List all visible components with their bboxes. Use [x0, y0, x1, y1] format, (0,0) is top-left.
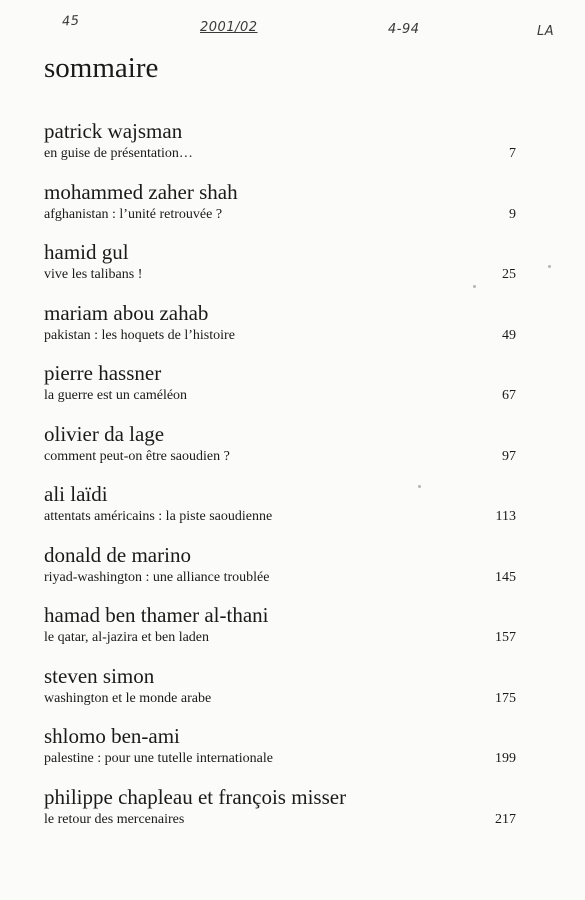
entry-author: ali laïdi [44, 482, 108, 506]
entry-line [44, 507, 518, 527]
entry-page-number: 97 [502, 448, 516, 464]
handwritten-date: 2001/02 [200, 20, 258, 35]
toc-entry [44, 542, 518, 603]
handwritten-note: 45 [61, 13, 81, 30]
entry-subtitle: attentats américains : la piste saoudienne [44, 509, 273, 524]
entry-author: patrick wajsman [44, 119, 183, 143]
entry-subtitle: la guerre est un caméléon [44, 388, 188, 403]
entry-author: mariam abou zahab [44, 300, 209, 325]
toc-entry [44, 421, 518, 482]
entry-line [44, 810, 518, 830]
entry-author: donald de marino [44, 542, 191, 567]
entry-page-number: 217 [495, 811, 516, 827]
paper-speck [473, 285, 476, 288]
entry-page-number: 145 [495, 569, 516, 585]
entry-author: hamid gul [44, 240, 129, 264]
entry-page-number: 175 [495, 690, 516, 706]
page-title: sommaire [44, 52, 159, 84]
entry-subtitle: en guise de présentation… [44, 146, 193, 161]
entry-line [44, 205, 518, 225]
entry-page-number: 25 [502, 267, 516, 282]
entry-author: mohammed zaher shah [44, 179, 238, 204]
paper-speck [418, 485, 421, 488]
toc-entry [44, 723, 518, 784]
entry-author: steven simon [44, 663, 155, 688]
entry-page-number: 9 [509, 206, 516, 222]
entry-author: olivier da lage [44, 421, 165, 446]
entry-line [44, 568, 518, 588]
entry-page-number: 113 [495, 509, 516, 524]
entry-page-number: 157 [495, 630, 516, 645]
entry-page-number: 7 [509, 146, 516, 161]
entry-line [44, 144, 518, 164]
handwritten-note: LA [537, 24, 555, 39]
toc-entry [44, 118, 518, 179]
entry-author: philippe chapleau et françois misser [44, 784, 347, 809]
entry-subtitle: vive les talibans ! [44, 267, 143, 282]
toc-entry [44, 602, 518, 663]
toc-entry [44, 481, 518, 542]
entry-subtitle: afghanistan : l’unité retrouvée ? [44, 206, 223, 222]
entry-line [44, 628, 518, 648]
entry-line [44, 386, 518, 406]
entry-author: pierre hassner [44, 361, 162, 385]
entry-line [44, 265, 518, 285]
toc-entry [44, 663, 518, 724]
toc-entry [44, 360, 518, 421]
toc-entry [44, 239, 518, 300]
table-of-contents [44, 118, 518, 844]
entry-line [44, 689, 518, 709]
entry-subtitle: palestine : pour une tutelle internationale [44, 751, 273, 766]
entry-page-number: 67 [502, 388, 516, 403]
handwritten-note: 4-94 [388, 22, 420, 37]
entry-line [44, 326, 518, 346]
entry-page-number: 49 [502, 327, 516, 343]
entry-subtitle: riyad-washington : une alliance troublée [44, 569, 270, 585]
entry-author: hamad ben thamer al-thani [44, 603, 269, 627]
entry-page-number: 199 [495, 751, 516, 766]
toc-entry [44, 179, 518, 240]
entry-subtitle: pakistan : les hoquets de l’histoire [44, 327, 235, 343]
toc-entry [44, 784, 518, 845]
entry-subtitle: le retour des mercenaires [44, 811, 185, 827]
entry-author: shlomo ben-ami [44, 724, 180, 748]
paper-speck [548, 265, 551, 268]
entry-line [44, 447, 518, 467]
entry-subtitle: le qatar, al-jazira et ben laden [44, 630, 210, 645]
entry-subtitle: comment peut-on être saoudien ? [44, 448, 230, 464]
entry-subtitle: washington et le monde arabe [44, 690, 212, 706]
toc-entry [44, 300, 518, 361]
entry-line [44, 749, 518, 769]
